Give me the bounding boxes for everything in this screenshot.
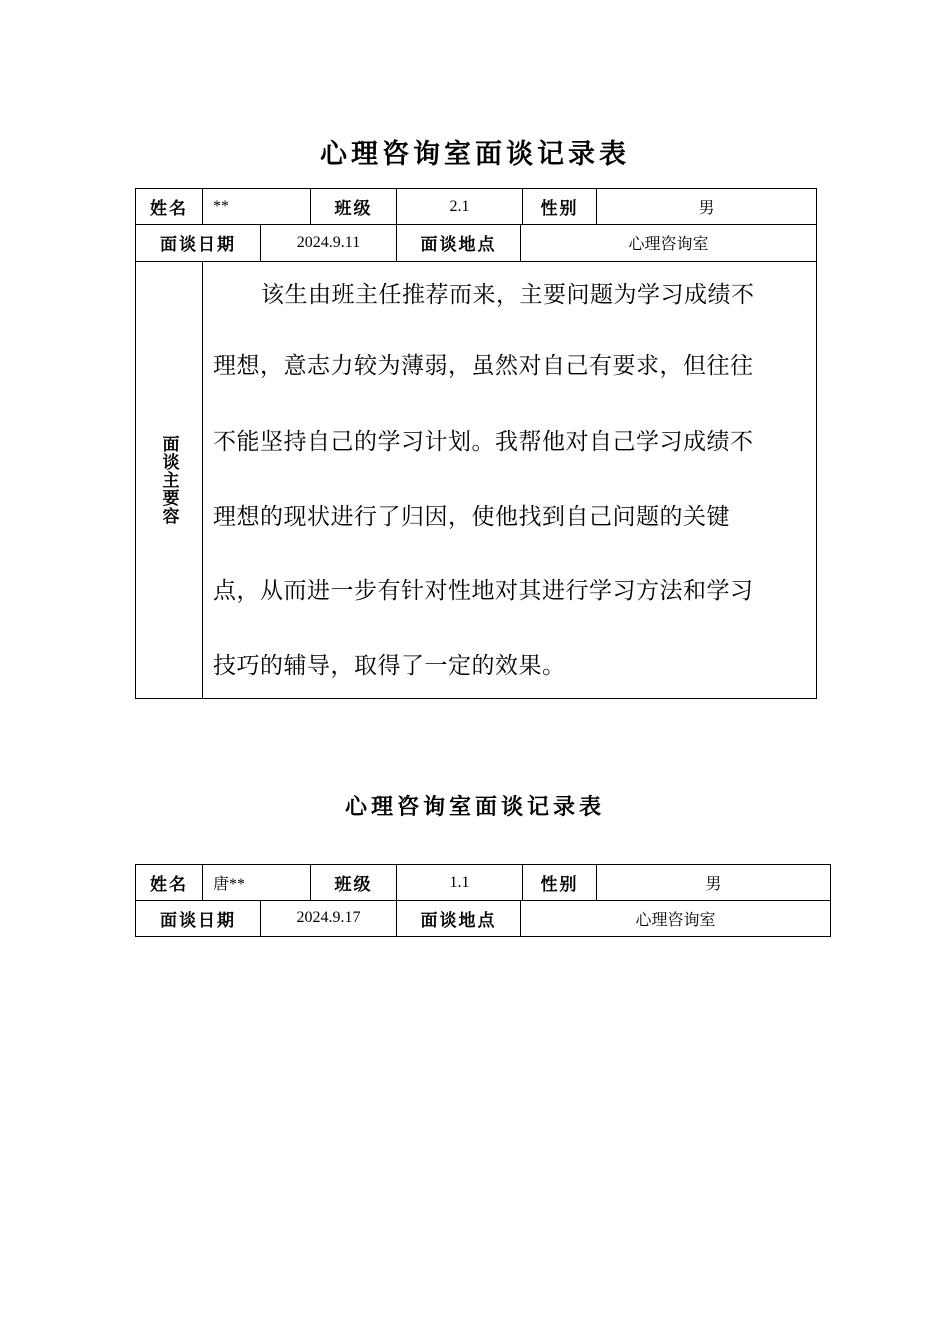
form2-date-value: 2024.9.17 xyxy=(261,900,397,936)
form2-row-date-location xyxy=(135,900,831,937)
form1-location-value: 心理咨询室 xyxy=(628,236,709,253)
form1-row-basic-info xyxy=(135,188,817,225)
form2-date-label: 面谈日期 xyxy=(136,900,261,936)
form1-class-value: 2.1 xyxy=(397,189,523,224)
content-line: 不能坚持自己的学习计划。我帮他对自己学习成绩不 xyxy=(213,429,754,455)
content-line: 技巧的辅导，取得了一定的效果。 xyxy=(213,653,566,679)
form1-content-label-cell xyxy=(136,262,203,698)
content-line: 点，从而进一步有针对性地对其进行学习方法和学习 xyxy=(213,578,754,604)
form1-gender-label: 性别 xyxy=(523,189,597,224)
form2-gender-value: 男 xyxy=(705,876,722,893)
form2-row-basic-info xyxy=(135,864,831,901)
form1-row-date-location xyxy=(135,224,817,262)
form1-title: 心理咨询室面谈记录表 xyxy=(320,139,630,170)
form1-name-label: 姓名 xyxy=(136,189,203,224)
content-line: 该生由班主任推荐而来，主要问题为学习成绩不 xyxy=(261,282,755,308)
form1-content-label: 面谈主要容 xyxy=(158,435,179,525)
form1-name-value: ** xyxy=(203,189,311,224)
form2-class-value: 1.1 xyxy=(397,865,523,900)
form1-date-label: 面谈日期 xyxy=(136,224,261,261)
form1-location-label: 面谈地点 xyxy=(397,224,521,261)
form1-class-label: 班级 xyxy=(311,189,397,224)
content-line: 理想，意志力较为薄弱，虽然对自己有要求，但往往 xyxy=(213,353,754,379)
form1-row-content xyxy=(135,261,817,699)
form2-location-label: 面谈地点 xyxy=(397,900,521,936)
form2-location-value: 心理咨询室 xyxy=(635,911,716,929)
form2-name-value: 唐** xyxy=(203,865,311,900)
form2-class-label: 班级 xyxy=(311,865,397,900)
form2-title: 心理咨询室面谈记录表 xyxy=(344,794,605,820)
form2-name-label: 姓名 xyxy=(136,865,203,900)
form1-gender-value: 男 xyxy=(698,200,715,217)
form1-content-text xyxy=(203,262,816,698)
form1-date-value: 2024.9.11 xyxy=(261,224,397,261)
content-line: 理想的现状进行了归因，使他找到自己问题的关键 xyxy=(213,504,730,530)
form2-gender-label: 性别 xyxy=(523,865,597,900)
